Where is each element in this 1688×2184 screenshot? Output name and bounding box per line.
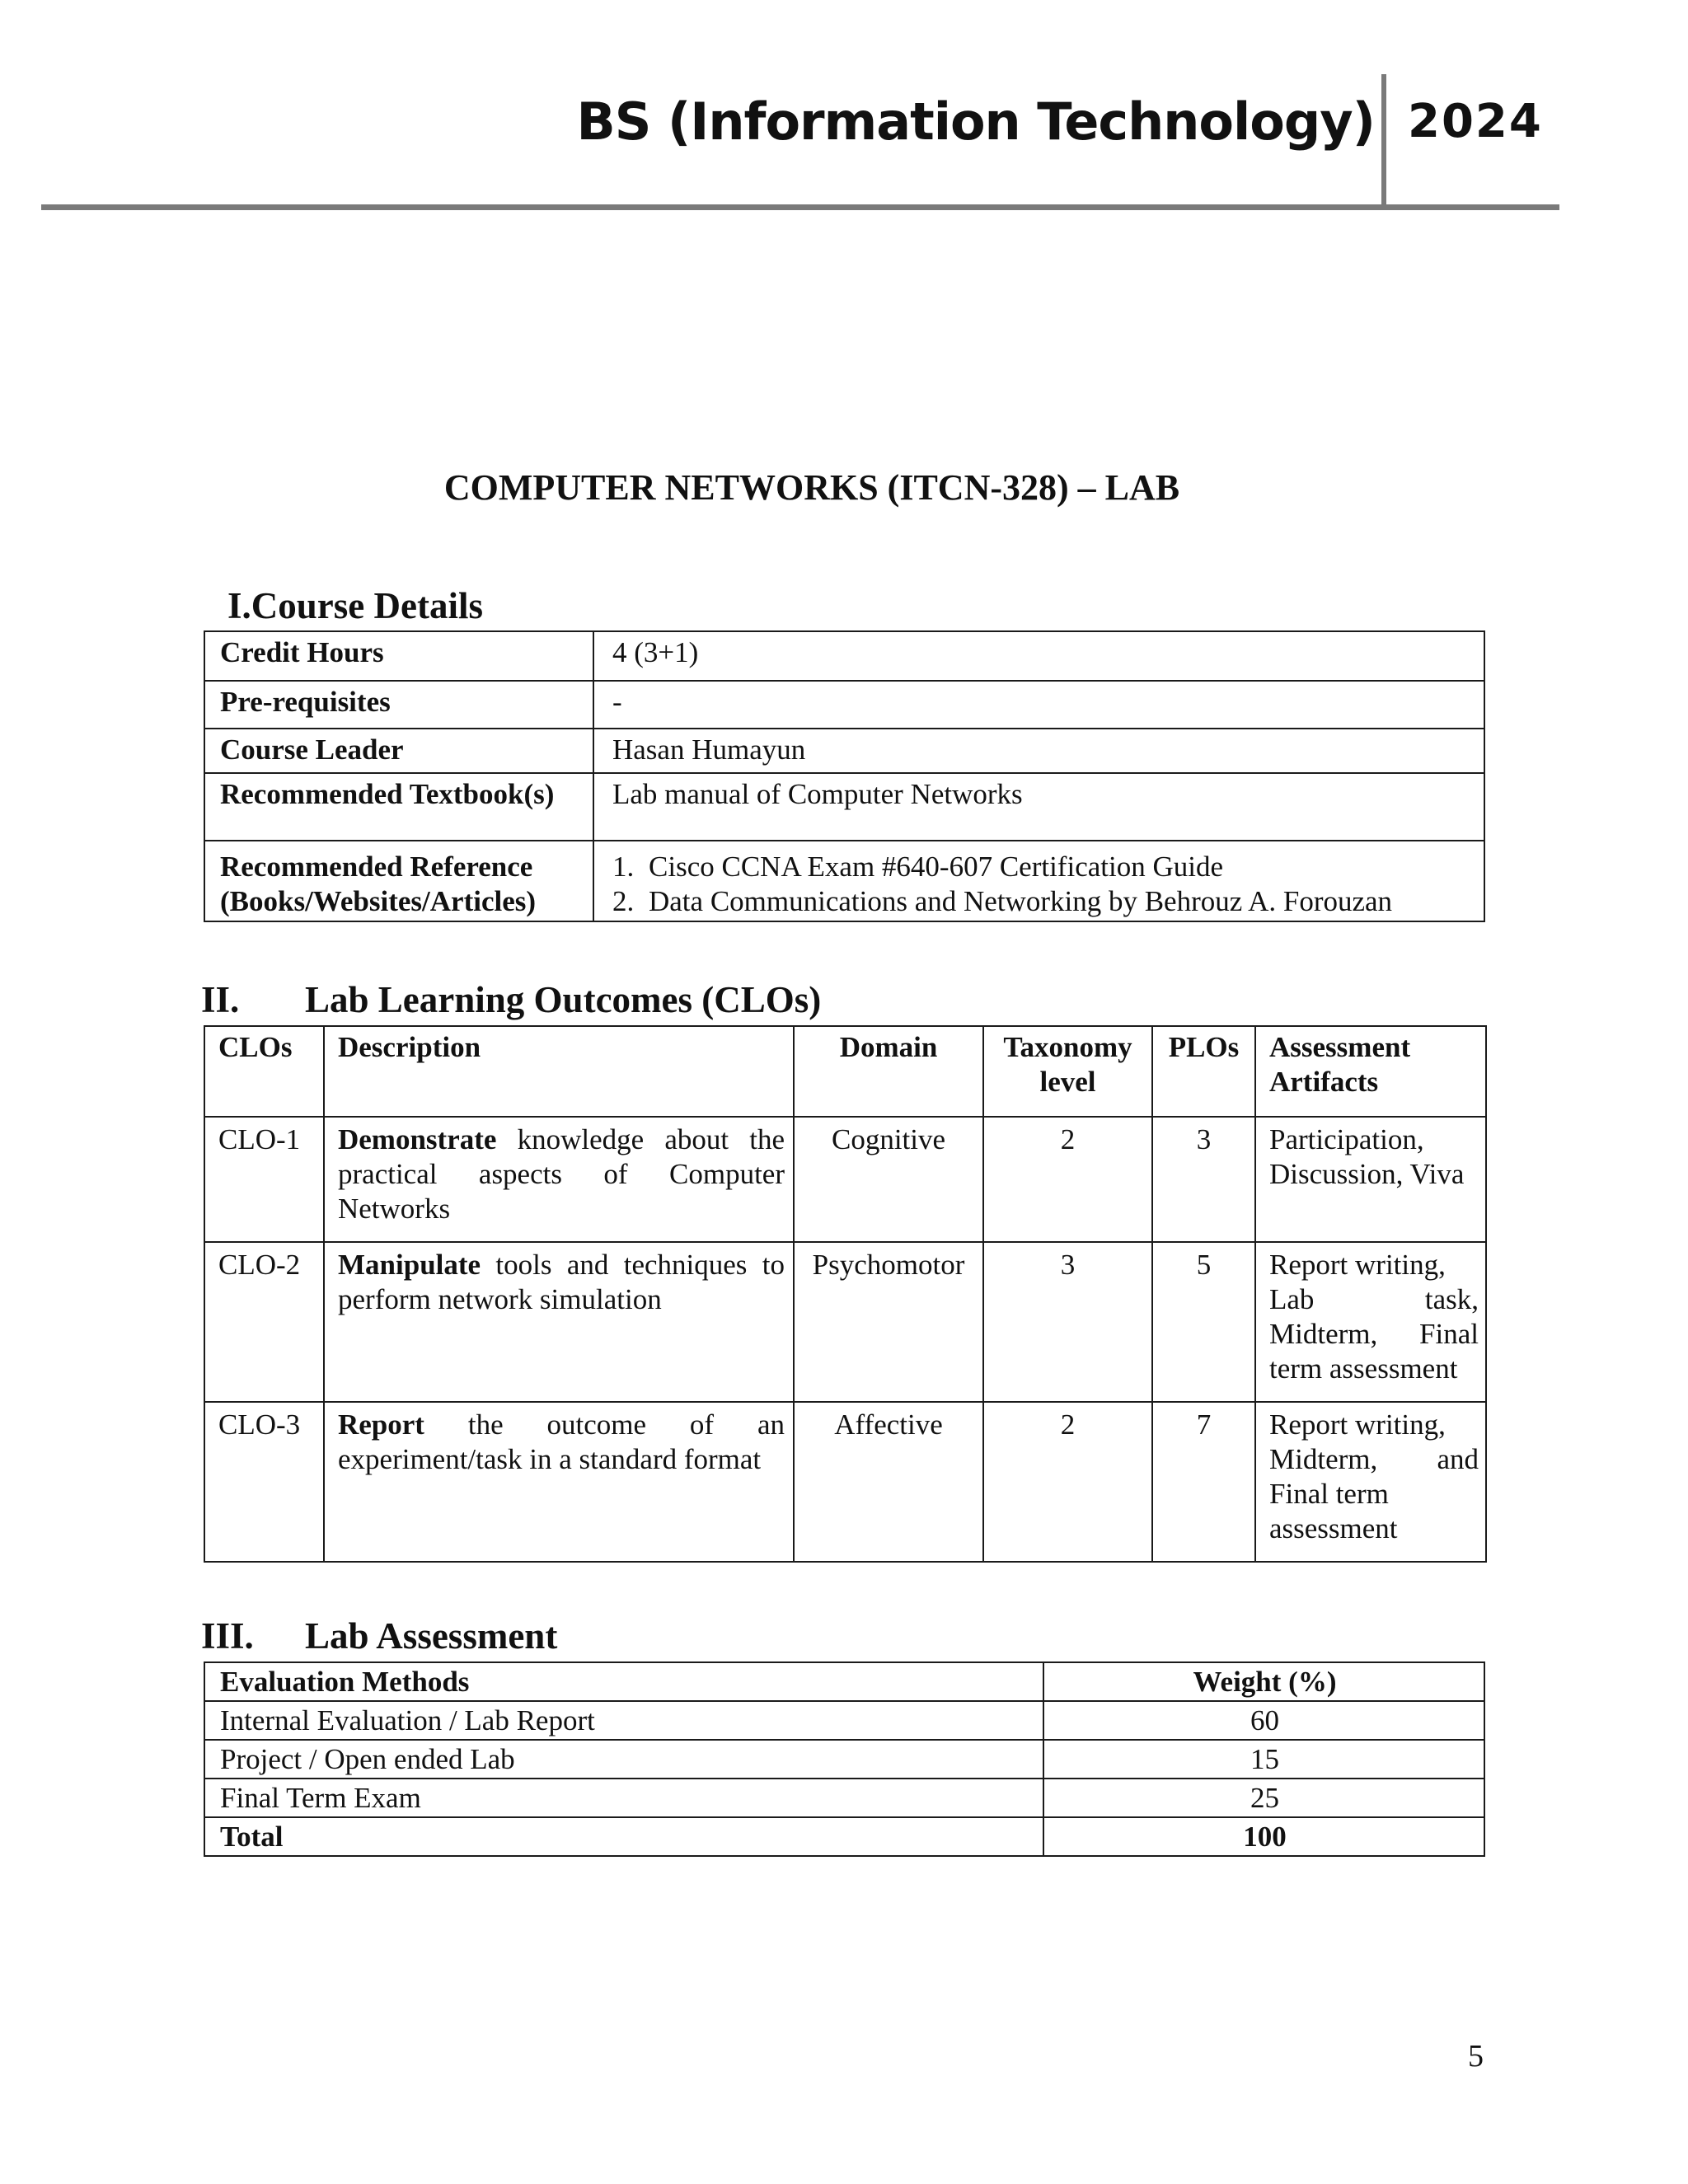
evaluation-weight: 15 [1043,1740,1484,1779]
col-header-taxonomy-line1: Taxonomy [1003,1031,1132,1063]
total-label: Total [204,1817,1043,1856]
table-row [204,1740,1484,1779]
label-reference-line2: (Books/Websites/Articles) [220,885,537,917]
value-textbook: Lab manual of Computer Networks [593,773,1484,841]
table-row [204,1779,1484,1817]
label-prerequisites: Pre-requisites [204,681,593,729]
clo-id: CLO-3 [204,1402,324,1562]
artifact-line: Midterm, and [1269,1443,1479,1475]
table-row [204,773,1484,841]
clo-domain: Affective [794,1402,983,1562]
table-row [204,631,1484,681]
clo-description [324,1117,794,1242]
clo-domain: Cognitive [794,1117,983,1242]
clo-description [324,1242,794,1402]
header-year: 2024 [1408,95,1543,148]
reference-text: Cisco CCNA Exam #640-607 Certification Guide [649,851,1223,883]
clo-verb: Manipulate [338,1249,481,1281]
clo-taxonomy: 2 [983,1402,1152,1562]
artifact-line: term assessment [1269,1352,1458,1385]
label-credit-hours: Credit Hours [204,631,593,681]
col-header-domain: Domain [794,1026,983,1117]
clo-verb: Report [338,1408,424,1441]
clo-taxonomy: 3 [983,1242,1152,1402]
lab-assessment-table [204,1661,1485,1857]
col-header-artifacts-line2: Artifacts [1269,1066,1379,1098]
section-number: II. [201,979,240,1020]
col-header-artifacts [1255,1026,1486,1117]
list-number: 1. [612,851,635,883]
clo-plo: 3 [1152,1117,1255,1242]
clo-description-text: the outcome of an experiment/task in a standard format [338,1408,785,1475]
clo-artifacts [1255,1402,1486,1562]
clo-verb: Demonstrate [338,1123,497,1155]
artifact-line: assessment [1269,1512,1398,1544]
clo-description [324,1402,794,1562]
program-title: BS (Information Technology) [576,91,1375,152]
clo-description-text: tools and techniques to perform network simulation [338,1249,785,1315]
value-course-leader: Hasan Humayun [593,729,1484,773]
artifact-line: Participation, [1269,1123,1424,1155]
table-header-row [204,1662,1484,1701]
col-header-clos: CLOs [204,1026,324,1117]
artifact-line: Report writing, [1269,1249,1446,1281]
table-row [204,729,1484,773]
table-header-row [204,1026,1486,1117]
total-value: 100 [1043,1817,1484,1856]
section-heading-clos [201,976,821,1024]
clo-plo: 5 [1152,1242,1255,1402]
value-reference [593,841,1484,921]
artifact-line: Midterm, Final [1269,1318,1479,1350]
evaluation-method: Internal Evaluation / Lab Report [204,1701,1043,1740]
clo-domain: Psychomotor [794,1242,983,1402]
header-divider-horizontal [41,204,1559,210]
evaluation-weight: 25 [1043,1779,1484,1817]
section-number: III. [201,1615,254,1657]
clo-artifacts [1255,1117,1486,1242]
artifact-line: Final term [1269,1478,1389,1510]
header-divider-vertical [1381,74,1386,209]
table-row [204,1242,1486,1402]
clo-taxonomy: 2 [983,1117,1152,1242]
evaluation-weight: 60 [1043,1701,1484,1740]
table-row [204,681,1484,729]
section-heading-lab-assessment [201,1612,557,1660]
label-reference-line1: Recommended Reference [220,851,533,883]
table-total-row [204,1817,1484,1856]
artifact-line: Discussion, Viva [1269,1158,1465,1190]
course-title: COMPUTER NETWORKS (ITCN-328) – LAB [443,467,1180,508]
col-header-weight: Weight (%) [1043,1662,1484,1701]
evaluation-method: Project / Open ended Lab [204,1740,1043,1779]
table-row [204,1117,1486,1242]
course-details-table [204,630,1485,922]
col-header-taxonomy-line2: level [1039,1066,1096,1098]
table-row [204,1402,1486,1562]
clo-id: CLO-2 [204,1242,324,1402]
page-number: 5 [1468,2039,1484,2074]
col-header-evaluation-methods: Evaluation Methods [204,1662,1043,1701]
value-prerequisites: - [593,681,1484,729]
value-credit-hours: 4 (3+1) [593,631,1484,681]
evaluation-method: Final Term Exam [204,1779,1043,1817]
label-textbook: Recommended Textbook(s) [204,773,593,841]
reference-list [612,850,1470,919]
col-header-description: Description [324,1026,794,1117]
clo-table [204,1025,1487,1563]
label-course-leader: Course Leader [204,729,593,773]
label-reference [204,841,593,921]
section-title: Lab Assessment [305,1615,558,1657]
list-item [612,850,1470,884]
clo-id: CLO-1 [204,1117,324,1242]
clo-plo: 7 [1152,1402,1255,1562]
reference-text: Data Communications and Networking by Behrouz A. Forouzan [649,885,1393,917]
list-number: 2. [612,885,635,917]
list-item [612,884,1470,919]
table-row [204,841,1484,921]
section-title: Lab Learning Outcomes (CLOs) [305,979,822,1020]
artifact-line: Report writing, [1269,1408,1446,1441]
clo-artifacts [1255,1242,1486,1402]
col-header-plos: PLOs [1152,1026,1255,1117]
clo-description-text: knowledge about the practical aspects of Computer Networks [338,1123,785,1225]
section-heading-course-details: I.Course Details [227,585,483,626]
table-row [204,1701,1484,1740]
col-header-artifacts-line1: Assessment [1269,1031,1411,1063]
col-header-taxonomy [983,1026,1152,1117]
artifact-line: Lab task, [1269,1283,1479,1315]
